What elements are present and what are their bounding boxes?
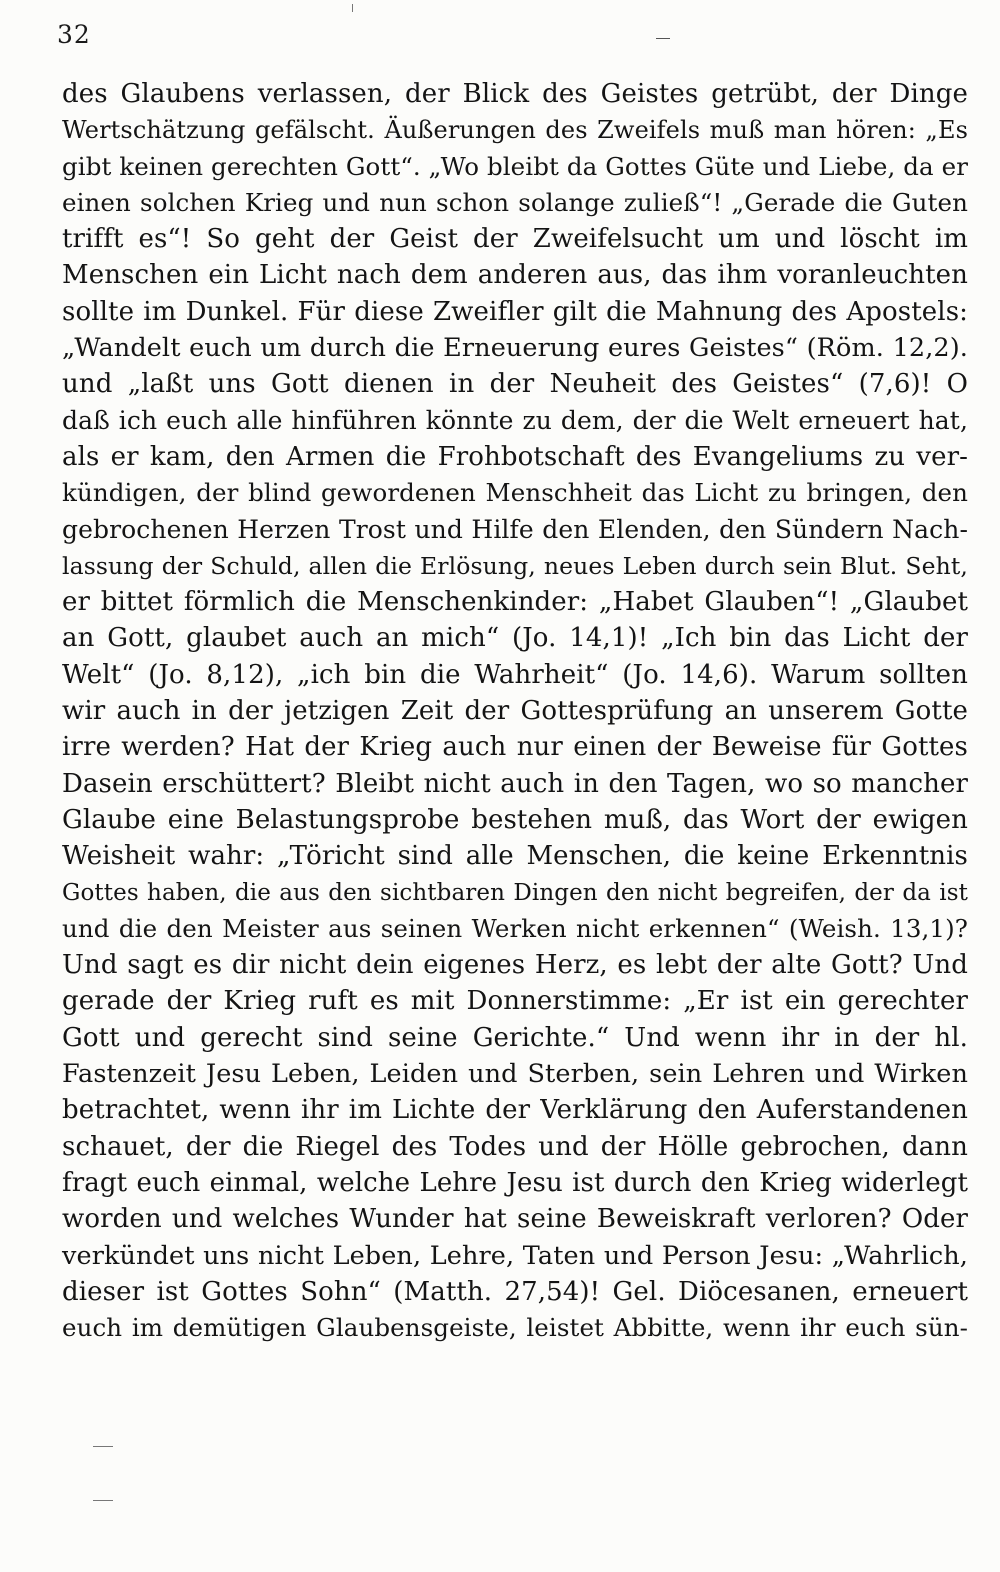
text-line: Welt“ (Jo. 8,12), „ich bin die Wahrheit“ (Jo. 14,6). Warum sollten <box>62 659 968 690</box>
text-line: worden und welches Wunder hat seine Beweiskraft verloren? Oder <box>62 1204 968 1235</box>
text-line: trifft es“! So geht der Geist der Zweifelsucht um und löscht im <box>62 224 968 255</box>
text-line: fragt euch einmal, welche Lehre Jesu ist durch den Krieg widerlegt <box>62 1167 968 1198</box>
text-line: Glaube eine Belastungsprobe bestehen muß, das Wort der ewigen <box>62 804 968 835</box>
scan-mark <box>656 38 670 39</box>
text-line: Gott und gerecht sind seine Gerichte.“ Und wenn ihr in der hl. <box>62 1022 968 1053</box>
text-line: Und sagt es dir nicht dein eigenes Herz, es lebt der alte Gott? Und <box>62 950 968 981</box>
text-line: dieser ist Gottes Sohn“ (Matth. 27,54)! Gel. Diöcesanen, erneuert <box>62 1276 968 1307</box>
scan-mark <box>93 1500 113 1501</box>
text-line: gerade der Krieg ruft es mit Donnerstimme: „Er ist ein gerechter <box>62 986 968 1017</box>
text-line: des Glaubens verlassen, der Blick des Geistes getrübt, der Dinge <box>62 79 968 109</box>
text-line: verkündet uns nicht Leben, Lehre, Taten und Person Jesu: „Wahrlich, <box>62 1240 968 1271</box>
text-line: Wertschätzung gefälscht. Äußerungen des Zweifels muß man hören: „Es <box>62 116 968 145</box>
text-line: als er kam, den Armen die Frohbotschaft des Evangeliums zu ver- <box>62 441 968 472</box>
text-line: und „laßt uns Gott dienen in der Neuheit des Geistes“ (7,6)! O <box>62 369 968 400</box>
text-line: gebrochenen Herzen Trost und Hilfe den Elenden, den Sündern Nach- <box>62 514 968 544</box>
text-line: gibt keinen gerechten Gott“. „Wo bleibt da Gottes Güte und Liebe, da er <box>62 151 969 181</box>
text-line: sollte im Dunkel. Für diese Zweifler gilt die Mahnung des Apostels: <box>62 296 968 327</box>
text-line: Fastenzeit Jesu Leben, Leiden und Sterben, sein Lehren und Wirken <box>62 1059 968 1090</box>
text-line: betrachtet, wenn ihr im Lichte der Verklärung den Auferstandenen <box>62 1095 968 1126</box>
text-line: kündigen, der blind gewordenen Menschheit das Licht zu bringen, den <box>62 478 968 508</box>
text-line: er bittet förmlich die Menschenkinder: „Habet Glauben“! „Glaubet <box>62 587 968 618</box>
text-line: irre werden? Hat der Krieg auch nur einen der Beweise für Gottes <box>62 732 968 763</box>
text-line: einen solchen Krieg und nun schon solange zuließ“! „Gerade die Guten <box>62 187 968 217</box>
page-number: 32 <box>57 20 91 49</box>
text-line: Gottes haben, die aus den sichtbaren Dingen den nicht begreifen, der da ist <box>62 879 968 906</box>
text-line: Weisheit wahr: „Töricht sind alle Menschen, die keine Erkenntnis <box>62 841 968 872</box>
text-line: „Wandelt euch um durch die Erneuerung eures Geistes“ (Röm. 12,2). <box>62 333 968 364</box>
text-line: schauet, der die Riegel des Todes und der Hölle gebrochen, dann <box>62 1131 968 1162</box>
text-line: lassung der Schuld, allen die Erlösung, neues Leben durch sein Blut. Seht, <box>62 551 968 580</box>
scan-mark <box>93 1446 113 1447</box>
text-line: und die den Meister aus seinen Werken nicht erkennen“ (Weish. 13,1)? <box>62 913 968 943</box>
text-line: wir auch in der jetzigen Zeit der Gottesprüfung an unserem Gotte <box>62 696 968 727</box>
text-line: Menschen ein Licht nach dem anderen aus, das ihm voranleuchten <box>62 260 968 291</box>
scan-mark <box>352 4 353 12</box>
body-text <box>62 76 968 1346</box>
text-line: an Gott, glaubet auch an mich“ (Jo. 14,1)! „Ich bin das Licht der <box>62 623 968 654</box>
text-line: Dasein erschüttert? Bleibt nicht auch in den Tagen, wo so mancher <box>62 768 968 799</box>
text-line: euch im demütigen Glaubensgeiste, leistet Abbitte, wenn ihr euch sün- <box>62 1313 968 1343</box>
text-line: daß ich euch alle hinführen könnte zu dem, der die Welt erneuert hat, <box>62 405 968 435</box>
